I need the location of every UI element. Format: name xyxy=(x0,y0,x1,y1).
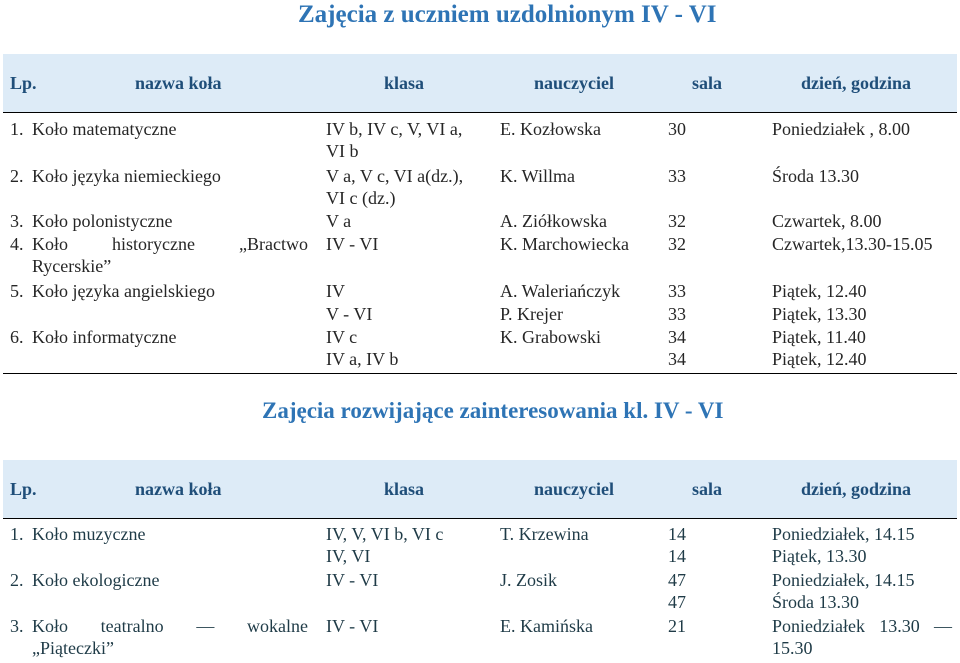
header-rule xyxy=(3,518,957,519)
room-cell: 47 xyxy=(668,592,686,612)
club-name-word: teatralno xyxy=(100,616,164,636)
class-cell: IV, VI xyxy=(326,546,371,566)
section-title: Zajęcia rozwijające zainteresowania kl. IV - VI xyxy=(262,398,724,423)
day-time-word: Poniedziałek xyxy=(772,616,865,636)
teacher-cell: K. Marchowiecka xyxy=(500,234,629,254)
day-time-cell: Środa 13.30 xyxy=(772,166,859,186)
day-time-cell: Piątek, 12.40 xyxy=(772,281,867,301)
club-name-word: Koło xyxy=(32,616,68,636)
club-name: Koło matematyczne xyxy=(32,119,177,139)
day-time-cell: Poniedziałek, 14.15 xyxy=(772,524,915,544)
column-header: nauczyciel xyxy=(534,479,614,499)
room-cell: 32 xyxy=(668,211,686,231)
row-number: 2. xyxy=(10,166,24,186)
club-name: Koło polonistyczne xyxy=(32,211,173,231)
day-time-cell: Piątek, 11.40 xyxy=(772,327,866,347)
class-cell: IV, V, VI b, VI c xyxy=(326,524,444,544)
row-number: 4. xyxy=(10,234,24,254)
row-number: 3. xyxy=(10,616,24,636)
class-cell: IV xyxy=(326,281,345,301)
teacher-cell: E. Kamińska xyxy=(500,616,593,636)
column-header: klasa xyxy=(384,73,425,93)
room-cell: 47 xyxy=(668,570,686,590)
column-header: Lp. xyxy=(10,479,37,499)
row-number: 1. xyxy=(10,119,24,139)
class-cell: VI c (dz.) xyxy=(326,188,396,208)
club-name: „Piąteczki” xyxy=(32,638,114,658)
column-header: sala xyxy=(692,73,723,93)
day-time-cell: Piątek, 13.30 xyxy=(772,546,867,566)
day-time-cell: 15.30 xyxy=(772,638,813,658)
club-name-word: — xyxy=(196,616,215,636)
teacher-cell: T. Krzewina xyxy=(500,524,589,544)
club-name: Koło języka niemieckiego xyxy=(32,166,221,186)
day-time-word: — xyxy=(933,616,952,636)
room-cell: 32 xyxy=(668,234,686,254)
teacher-cell: K. Grabowski xyxy=(500,327,601,347)
room-cell: 33 xyxy=(668,281,686,301)
class-cell: IV - VI xyxy=(326,616,379,636)
club-name-word: wokalne xyxy=(246,616,308,636)
row-number: 5. xyxy=(10,281,24,301)
row-number: 6. xyxy=(10,327,24,347)
day-time-cell: Poniedziałek , 8.00 xyxy=(772,119,910,139)
club-name: Koło informatyczne xyxy=(32,327,177,347)
club-name-word: „Bractwo xyxy=(239,234,308,254)
teacher-cell: E. Kozłowska xyxy=(500,119,601,139)
room-cell: 34 xyxy=(668,327,686,347)
column-header: nazwa koła xyxy=(135,73,222,93)
day-time-cell: Środa 13.30 xyxy=(772,592,859,612)
header-rule xyxy=(3,112,957,113)
class-cell: IV c xyxy=(326,327,358,347)
teacher-cell: A. Waleriańczyk xyxy=(500,281,621,301)
class-cell: IV a, IV b xyxy=(326,349,399,369)
column-header: klasa xyxy=(384,479,425,499)
club-name-word: historyczne xyxy=(112,234,195,254)
teacher-cell: J. Zosik xyxy=(500,570,558,590)
teacher-cell: P. Krejer xyxy=(500,304,563,324)
room-cell: 21 xyxy=(668,616,686,636)
club-name xyxy=(32,233,308,255)
column-header: dzień, godzina xyxy=(801,73,912,93)
day-time-cell: Piątek, 13.30 xyxy=(772,304,867,324)
day-time-cell: Czwartek,13.30-15.05 xyxy=(772,234,933,254)
room-cell: 14 xyxy=(668,546,686,566)
room-cell: 14 xyxy=(668,524,686,544)
club-name xyxy=(32,615,308,637)
club-name: Koło języka angielskiego xyxy=(32,281,215,301)
row-number: 2. xyxy=(10,570,24,590)
day-time-word: 13.30 xyxy=(879,616,920,636)
day-time-cell: Czwartek, 8.00 xyxy=(772,211,882,231)
column-header: nauczyciel xyxy=(534,73,614,93)
table-bottom-rule xyxy=(3,373,957,374)
class-cell: V a xyxy=(326,211,352,231)
class-cell: VI b xyxy=(326,141,359,161)
column-header: nazwa koła xyxy=(135,479,222,499)
club-name: Koło muzyczne xyxy=(32,524,146,544)
class-cell: V a, V c, VI a(dz.), xyxy=(326,166,464,186)
page-title: Zajęcia z uczniem uzdolnionym IV - VI xyxy=(298,1,717,28)
day-time-cell: Poniedziałek, 14.15 xyxy=(772,570,915,590)
club-name: Rycerskie” xyxy=(32,256,112,276)
room-cell: 33 xyxy=(668,166,686,186)
class-cell: IV - VI xyxy=(326,570,379,590)
club-name: Koło ekologiczne xyxy=(32,570,160,590)
column-header: dzień, godzina xyxy=(801,479,912,499)
club-name-word: Koło xyxy=(32,234,68,254)
column-header: Lp. xyxy=(10,73,37,93)
class-cell: IV - VI xyxy=(326,234,379,254)
day-time-cell xyxy=(772,615,952,637)
teacher-cell: A. Ziółkowska xyxy=(500,211,607,231)
teacher-cell: K. Willma xyxy=(500,166,575,186)
class-cell: V - VI xyxy=(326,304,373,324)
day-time-cell: Piątek, 12.40 xyxy=(772,349,867,369)
room-cell: 34 xyxy=(668,349,686,369)
class-cell: IV b, IV c, V, VI a, xyxy=(326,119,463,139)
row-number: 1. xyxy=(10,524,24,544)
room-cell: 33 xyxy=(668,304,686,324)
column-header: sala xyxy=(692,479,723,499)
row-number: 3. xyxy=(10,211,24,231)
room-cell: 30 xyxy=(668,119,686,139)
